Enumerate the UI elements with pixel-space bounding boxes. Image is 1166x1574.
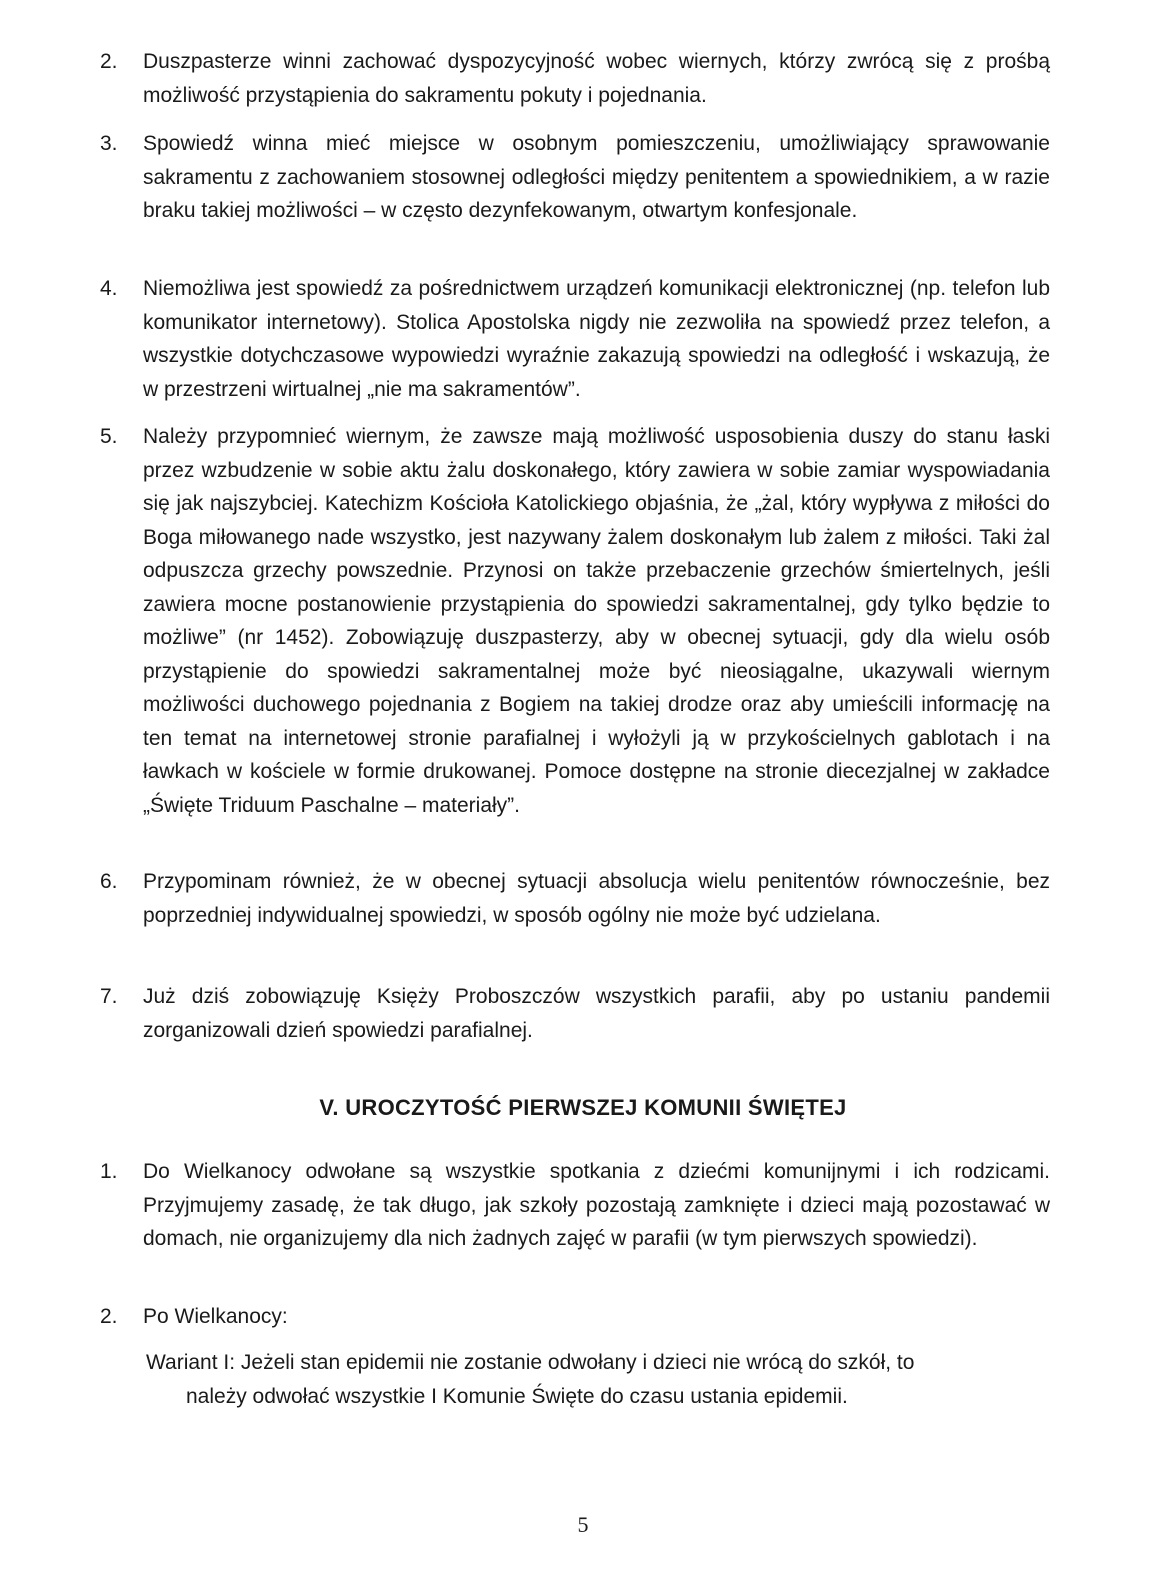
item-number: 4. (100, 277, 118, 300)
list-item (100, 127, 1050, 228)
list-item (100, 865, 1050, 932)
item-text: Niemożliwa jest spowiedź za pośrednictwem urządzeń komunikacji elektronicznej (np. telefon lub komunikator internetowy). Stolica Apostolska nigdy nie zezwoliła na spowiedź przez telefon, a wszystkie dotychczasowe wypowiedzi wyraźnie zakazują spowiedzi na odległość i wskazują, że w przestrzeni wirtualnej „nie ma sakramentów”. (143, 277, 1050, 401)
list-item (100, 45, 1050, 112)
item-number: 2. (100, 1305, 118, 1328)
item-text: Już dziś zobowiązuję Księży Proboszczów wszystkich parafii, aby po ustaniu pandemii zorganizowali dzień spowiedzi parafialnej. (143, 985, 1050, 1042)
variant-paragraph (146, 1346, 1050, 1413)
item-number: 6. (100, 870, 118, 893)
item-text: Spowiedź winna mieć miejsce w osobnym pomieszczeniu, umożliwiający sprawowanie sakramentu z zachowaniem stosownej odległości między penitentem a spowiednikiem, a w razie braku takiej możliwości – w często dezynfekowanym, otwartym konfesjonale. (143, 132, 1050, 222)
item-number: 1. (100, 1160, 118, 1183)
list-item (100, 1155, 1050, 1256)
list-item (100, 420, 1050, 822)
list-item (100, 980, 1050, 1047)
item-number: 7. (100, 985, 118, 1008)
item-text: Duszpasterze winni zachować dyspozycyjność wobec wiernych, którzy zwrócą się z prośbą możliwość przystąpienia do sakramentu pokuty i pojednania. (143, 50, 1050, 107)
list-item (100, 272, 1050, 406)
item-text: Należy przypomnieć wiernym, że zawsze mają możliwość usposobienia duszy do stanu łaski przez wzbudzenie w sobie aktu żalu doskonałego, który zawiera w sobie zamiar wyspowiadania się jak najszybciej. Katechizm Kościoła Katolickiego objaśnia, że „żal, który wypływa z miłości do Boga miłowanego nade wszystko, jest nazywany żalem doskonałym lub żalem z miłości. Taki żal odpuszcza grzechy powszednie. Przynosi on także przebaczenie grzechów śmiertelnych, jeśli zawiera mocne postanowienie przystąpienia do spowiedzi sakramentalnej, gdy tylko będzie to możliwe” (nr 1452). Zobowiązuję duszpasterzy, aby w obecnej sytuacji, gdy dla wielu osób przystąpienie do spowiedzi sakramentalnej może być nieosiągalne, ukazywali wiernym możliwości duchowego pojednania z Bogiem na takiej drodze oraz aby umieścili informację na ten temat na internetowej stronie parafialnej i wyłożyli ją w przykościelnych gablotach i na ławkach w kościele w formie drukowanej. Pomoce dostępne na stronie diecezjalnej w zakładce „Święte Triduum Paschalne – materiały”. (143, 425, 1050, 817)
list-item (100, 1300, 1050, 1334)
variant-line-continued: należy odwołać wszystkie I Komunie Święte do czasu ustania epidemii. (186, 1384, 848, 1408)
variant-line: Wariant I: Jeżeli stan epidemii nie zostanie odwołany i dzieci nie wrócą do szkół, to (146, 1351, 915, 1374)
section-heading: V. UROCZYTOŚĆ PIERWSZEJ KOMUNII ŚWIĘTEJ (319, 1095, 847, 1120)
page-number: 5 (577, 1512, 589, 1537)
item-text: Do Wielkanocy odwołane są wszystkie spotkania z dziećmi komunijnymi i ich rodzicami. Przyjmujemy zasadę, że tak długo, jak szkoły pozostają zamknięte i dzieci mają pozostawać w domach, nie organizujemy dla nich żadnych zajęć w parafii (w tym pierwszych spowiedzi). (143, 1160, 1050, 1250)
item-text: Po Wielkanocy: (143, 1305, 288, 1328)
item-text: Przypominam również, że w obecnej sytuacji absolucja wielu penitentów równocześnie, bez poprzedniej indywidualnej spowiedzi, w sposób ogólny nie może być udzielana. (143, 870, 1050, 927)
item-number: 2. (100, 50, 118, 73)
item-number: 5. (100, 425, 118, 448)
item-number: 3. (100, 132, 118, 155)
